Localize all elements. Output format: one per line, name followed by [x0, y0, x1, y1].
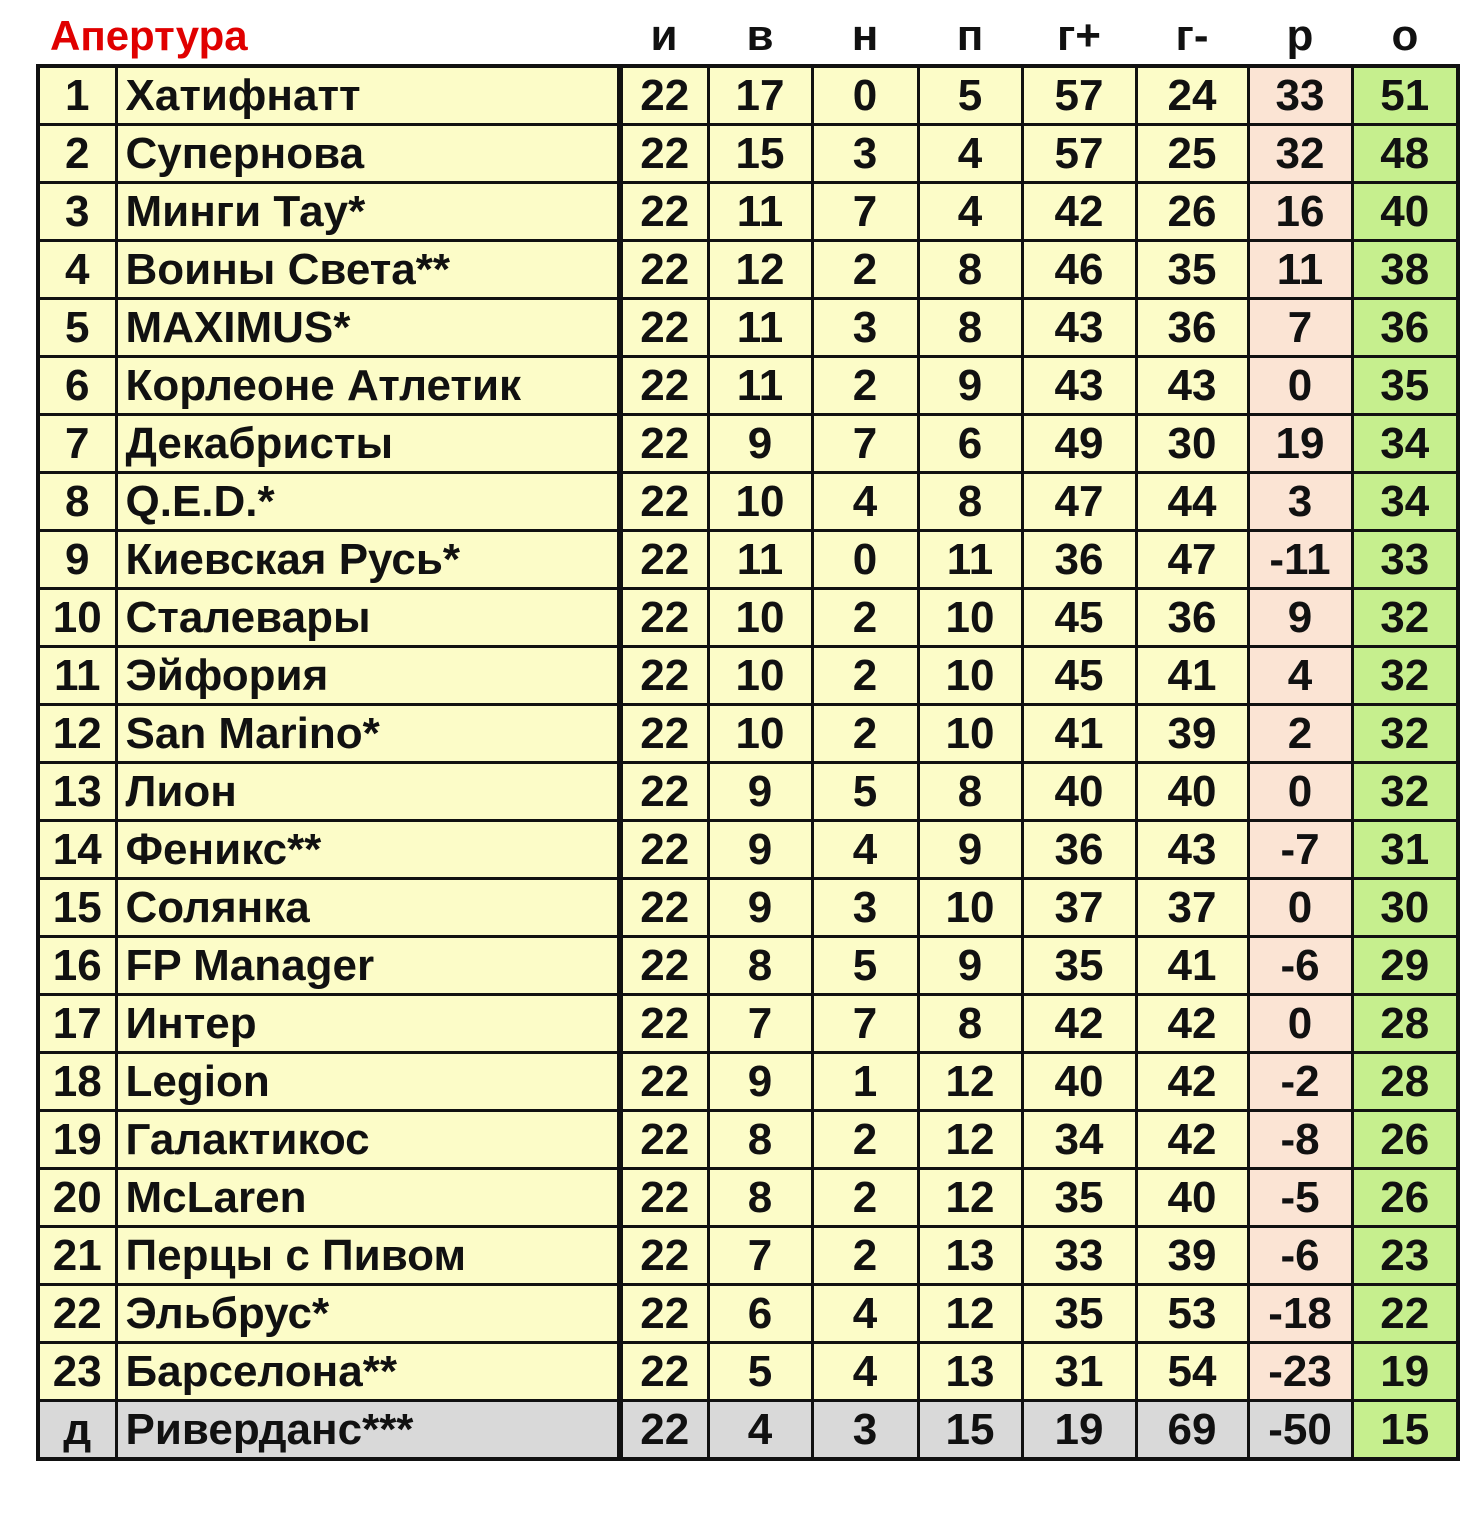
- goal-diff-cell: -50: [1248, 1401, 1352, 1460]
- lost-cell: 13: [918, 1227, 1022, 1285]
- goals-for-cell: 43: [1022, 299, 1136, 357]
- lost-cell: 8: [918, 241, 1022, 299]
- table-row: [38, 763, 1458, 821]
- points-cell: 32: [1352, 705, 1458, 763]
- goal-diff-cell: -11: [1248, 531, 1352, 589]
- won-cell: 11: [708, 357, 812, 415]
- team-name-cell: Хатифнатт: [116, 66, 620, 125]
- goals-for-cell: 57: [1022, 66, 1136, 125]
- drawn-cell: 2: [812, 1111, 918, 1169]
- goals-for-cell: 35: [1022, 1285, 1136, 1343]
- goal-diff-cell: 16: [1248, 183, 1352, 241]
- goals-against-cell: 54: [1136, 1343, 1248, 1401]
- played-cell: 22: [620, 879, 708, 937]
- goal-diff-cell: 0: [1248, 995, 1352, 1053]
- played-cell: 22: [620, 531, 708, 589]
- points-cell: 32: [1352, 763, 1458, 821]
- table-row: [38, 647, 1458, 705]
- played-cell: 22: [620, 183, 708, 241]
- col-header-lost: п: [956, 11, 984, 60]
- table-row: [38, 995, 1458, 1053]
- drawn-cell: 5: [812, 937, 918, 995]
- goals-for-cell: 31: [1022, 1343, 1136, 1401]
- table-row: [38, 1343, 1458, 1401]
- position-cell: 13: [38, 763, 116, 821]
- played-cell: 22: [620, 763, 708, 821]
- position-cell: 15: [38, 879, 116, 937]
- col-header-goal-diff: р: [1286, 11, 1314, 60]
- goals-for-cell: 33: [1022, 1227, 1136, 1285]
- goals-for-cell: 37: [1022, 879, 1136, 937]
- position-cell: 10: [38, 589, 116, 647]
- played-cell: 22: [620, 1169, 708, 1227]
- goals-against-cell: 43: [1136, 821, 1248, 879]
- played-cell: 22: [620, 647, 708, 705]
- won-cell: 8: [708, 1169, 812, 1227]
- team-name-cell: FP Manager: [116, 937, 620, 995]
- goals-against-cell: 24: [1136, 66, 1248, 125]
- table-row: [38, 66, 1458, 125]
- drawn-cell: 2: [812, 647, 918, 705]
- won-cell: 8: [708, 1111, 812, 1169]
- table-row: [38, 531, 1458, 589]
- goals-against-cell: 47: [1136, 531, 1248, 589]
- played-cell: 22: [620, 241, 708, 299]
- won-cell: 17: [708, 66, 812, 125]
- position-cell: д: [38, 1401, 116, 1460]
- team-name-cell: Барселона**: [116, 1343, 620, 1401]
- lost-cell: 12: [918, 1285, 1022, 1343]
- points-cell: 19: [1352, 1343, 1458, 1401]
- table-row: [38, 821, 1458, 879]
- team-name-cell: Воины Света**: [116, 241, 620, 299]
- won-cell: 7: [708, 995, 812, 1053]
- goals-against-cell: 35: [1136, 241, 1248, 299]
- won-cell: 8: [708, 937, 812, 995]
- position-cell: 17: [38, 995, 116, 1053]
- played-cell: 22: [620, 473, 708, 531]
- won-cell: 9: [708, 415, 812, 473]
- goal-diff-cell: -6: [1248, 1227, 1352, 1285]
- table-title: Апертура: [50, 12, 248, 59]
- position-cell: 2: [38, 125, 116, 183]
- goals-for-cell: 41: [1022, 705, 1136, 763]
- lost-cell: 9: [918, 937, 1022, 995]
- goal-diff-cell: -2: [1248, 1053, 1352, 1111]
- points-cell: 26: [1352, 1169, 1458, 1227]
- goals-against-cell: 44: [1136, 473, 1248, 531]
- position-cell: 7: [38, 415, 116, 473]
- lost-cell: 4: [918, 125, 1022, 183]
- played-cell: 22: [620, 937, 708, 995]
- lost-cell: 10: [918, 589, 1022, 647]
- drawn-cell: 4: [812, 1285, 918, 1343]
- team-name-cell: San Marino*: [116, 705, 620, 763]
- lost-cell: 12: [918, 1169, 1022, 1227]
- position-cell: 6: [38, 357, 116, 415]
- table-row: [38, 1111, 1458, 1169]
- won-cell: 10: [708, 473, 812, 531]
- drawn-cell: 2: [812, 357, 918, 415]
- goals-for-cell: 35: [1022, 1169, 1136, 1227]
- team-name-cell: Супернова: [116, 125, 620, 183]
- goal-diff-cell: 0: [1248, 357, 1352, 415]
- goals-against-cell: 30: [1136, 415, 1248, 473]
- goals-against-cell: 40: [1136, 1169, 1248, 1227]
- goals-against-cell: 53: [1136, 1285, 1248, 1343]
- points-cell: 34: [1352, 473, 1458, 531]
- goals-against-cell: 41: [1136, 937, 1248, 995]
- lost-cell: 11: [918, 531, 1022, 589]
- played-cell: 22: [620, 995, 708, 1053]
- goal-diff-cell: 11: [1248, 241, 1352, 299]
- drawn-cell: 3: [812, 879, 918, 937]
- position-cell: 5: [38, 299, 116, 357]
- goal-diff-cell: 33: [1248, 66, 1352, 125]
- table-row: [38, 1285, 1458, 1343]
- table-row: [38, 415, 1458, 473]
- position-cell: 22: [38, 1285, 116, 1343]
- goals-for-cell: 42: [1022, 183, 1136, 241]
- goal-diff-cell: -18: [1248, 1285, 1352, 1343]
- played-cell: 22: [620, 1401, 708, 1460]
- won-cell: 12: [708, 241, 812, 299]
- points-cell: 32: [1352, 647, 1458, 705]
- goals-against-cell: 42: [1136, 995, 1248, 1053]
- team-name-cell: Эйфория: [116, 647, 620, 705]
- played-cell: 22: [620, 415, 708, 473]
- lost-cell: 10: [918, 647, 1022, 705]
- goals-against-cell: 42: [1136, 1111, 1248, 1169]
- won-cell: 9: [708, 763, 812, 821]
- lost-cell: 8: [918, 763, 1022, 821]
- lost-cell: 10: [918, 879, 1022, 937]
- points-cell: 23: [1352, 1227, 1458, 1285]
- points-cell: 34: [1352, 415, 1458, 473]
- table-row: [38, 1227, 1458, 1285]
- played-cell: 22: [620, 1285, 708, 1343]
- drawn-cell: 7: [812, 415, 918, 473]
- drawn-cell: 2: [812, 1169, 918, 1227]
- drawn-cell: 4: [812, 473, 918, 531]
- won-cell: 6: [708, 1285, 812, 1343]
- played-cell: 22: [620, 357, 708, 415]
- drawn-cell: 3: [812, 1401, 918, 1460]
- goal-diff-cell: -23: [1248, 1343, 1352, 1401]
- points-cell: 28: [1352, 1053, 1458, 1111]
- lost-cell: 10: [918, 705, 1022, 763]
- goals-for-cell: 40: [1022, 763, 1136, 821]
- position-cell: 14: [38, 821, 116, 879]
- team-name-cell: Киевская Русь*: [116, 531, 620, 589]
- position-cell: 18: [38, 1053, 116, 1111]
- points-cell: 15: [1352, 1401, 1458, 1460]
- goals-against-cell: 25: [1136, 125, 1248, 183]
- goal-diff-cell: -5: [1248, 1169, 1352, 1227]
- goals-for-cell: 36: [1022, 821, 1136, 879]
- goal-diff-cell: -8: [1248, 1111, 1352, 1169]
- points-cell: 51: [1352, 66, 1458, 125]
- won-cell: 9: [708, 879, 812, 937]
- goal-diff-cell: 9: [1248, 589, 1352, 647]
- goals-for-cell: 42: [1022, 995, 1136, 1053]
- drawn-cell: 5: [812, 763, 918, 821]
- points-cell: 29: [1352, 937, 1458, 995]
- drawn-cell: 2: [812, 589, 918, 647]
- table-row: [38, 125, 1458, 183]
- team-name-cell: Риверданс***: [116, 1401, 620, 1460]
- lost-cell: 8: [918, 473, 1022, 531]
- goal-diff-cell: -6: [1248, 937, 1352, 995]
- goals-for-cell: 40: [1022, 1053, 1136, 1111]
- table-row: [38, 879, 1458, 937]
- drawn-cell: 2: [812, 1227, 918, 1285]
- team-name-cell: Интер: [116, 995, 620, 1053]
- drawn-cell: 7: [812, 183, 918, 241]
- table-row: [38, 1169, 1458, 1227]
- lost-cell: 15: [918, 1401, 1022, 1460]
- drawn-cell: 4: [812, 821, 918, 879]
- drawn-cell: 3: [812, 299, 918, 357]
- goals-for-cell: 45: [1022, 647, 1136, 705]
- points-cell: 28: [1352, 995, 1458, 1053]
- played-cell: 22: [620, 1111, 708, 1169]
- drawn-cell: 1: [812, 1053, 918, 1111]
- played-cell: 22: [620, 705, 708, 763]
- played-cell: 22: [620, 1227, 708, 1285]
- won-cell: 7: [708, 1227, 812, 1285]
- played-cell: 22: [620, 299, 708, 357]
- team-name-cell: Минги Тау*: [116, 183, 620, 241]
- goals-for-cell: 43: [1022, 357, 1136, 415]
- col-header-drawn: н: [851, 11, 879, 60]
- col-header-points: о: [1391, 11, 1419, 60]
- col-header-played: и: [650, 11, 678, 60]
- goals-for-cell: 45: [1022, 589, 1136, 647]
- goal-diff-cell: 2: [1248, 705, 1352, 763]
- team-name-cell: Legion: [116, 1053, 620, 1111]
- goals-for-cell: 46: [1022, 241, 1136, 299]
- lost-cell: 5: [918, 66, 1022, 125]
- table-row: [38, 1053, 1458, 1111]
- won-cell: 5: [708, 1343, 812, 1401]
- won-cell: 11: [708, 299, 812, 357]
- points-cell: 35: [1352, 357, 1458, 415]
- table-row: [38, 357, 1458, 415]
- position-cell: 3: [38, 183, 116, 241]
- team-name-cell: Перцы с Пивом: [116, 1227, 620, 1285]
- drawn-cell: 7: [812, 995, 918, 1053]
- team-name-cell: Сталевары: [116, 589, 620, 647]
- team-name-cell: Q.E.D.*: [116, 473, 620, 531]
- position-cell: 19: [38, 1111, 116, 1169]
- points-cell: 38: [1352, 241, 1458, 299]
- goal-diff-cell: 19: [1248, 415, 1352, 473]
- won-cell: 9: [708, 1053, 812, 1111]
- lost-cell: 9: [918, 357, 1022, 415]
- position-cell: 12: [38, 705, 116, 763]
- goals-for-cell: 49: [1022, 415, 1136, 473]
- goal-diff-cell: 4: [1248, 647, 1352, 705]
- won-cell: 10: [708, 589, 812, 647]
- team-name-cell: MAXIMUS*: [116, 299, 620, 357]
- points-cell: 26: [1352, 1111, 1458, 1169]
- goals-for-cell: 34: [1022, 1111, 1136, 1169]
- position-cell: 11: [38, 647, 116, 705]
- team-name-cell: Эльбрус*: [116, 1285, 620, 1343]
- goals-against-cell: 39: [1136, 1227, 1248, 1285]
- played-cell: 22: [620, 66, 708, 125]
- team-name-cell: Галактикос: [116, 1111, 620, 1169]
- goal-diff-cell: 7: [1248, 299, 1352, 357]
- goals-for-cell: 57: [1022, 125, 1136, 183]
- points-cell: 30: [1352, 879, 1458, 937]
- position-cell: 8: [38, 473, 116, 531]
- points-cell: 40: [1352, 183, 1458, 241]
- lost-cell: 4: [918, 183, 1022, 241]
- goals-against-cell: 39: [1136, 705, 1248, 763]
- points-cell: 22: [1352, 1285, 1458, 1343]
- goals-against-cell: 41: [1136, 647, 1248, 705]
- team-name-cell: Солянка: [116, 879, 620, 937]
- points-cell: 36: [1352, 299, 1458, 357]
- goals-against-cell: 42: [1136, 1053, 1248, 1111]
- drawn-cell: 2: [812, 705, 918, 763]
- goals-for-cell: 35: [1022, 937, 1136, 995]
- won-cell: 4: [708, 1401, 812, 1460]
- table-row: [38, 705, 1458, 763]
- table-row: [38, 589, 1458, 647]
- goals-against-cell: 43: [1136, 357, 1248, 415]
- goals-against-cell: 26: [1136, 183, 1248, 241]
- table-row: [38, 937, 1458, 995]
- won-cell: 9: [708, 821, 812, 879]
- standings-rows: [38, 66, 1458, 1459]
- position-cell: 16: [38, 937, 116, 995]
- goals-against-cell: 37: [1136, 879, 1248, 937]
- col-header-goals-for: г+: [1056, 11, 1102, 60]
- goals-against-cell: 69: [1136, 1401, 1248, 1460]
- position-cell: 23: [38, 1343, 116, 1401]
- team-name-cell: McLaren: [116, 1169, 620, 1227]
- goal-diff-cell: 0: [1248, 879, 1352, 937]
- drawn-cell: 0: [812, 531, 918, 589]
- goals-against-cell: 36: [1136, 299, 1248, 357]
- lost-cell: 9: [918, 821, 1022, 879]
- points-cell: 31: [1352, 821, 1458, 879]
- team-name-cell: Лион: [116, 763, 620, 821]
- goals-against-cell: 40: [1136, 763, 1248, 821]
- lost-cell: 8: [918, 299, 1022, 357]
- goals-for-cell: 47: [1022, 473, 1136, 531]
- lost-cell: 8: [918, 995, 1022, 1053]
- lost-cell: 12: [918, 1111, 1022, 1169]
- table-row: [38, 1401, 1458, 1460]
- won-cell: 15: [708, 125, 812, 183]
- position-cell: 21: [38, 1227, 116, 1285]
- team-name-cell: Декабристы: [116, 415, 620, 473]
- points-cell: 33: [1352, 531, 1458, 589]
- lost-cell: 6: [918, 415, 1022, 473]
- won-cell: 11: [708, 531, 812, 589]
- goal-diff-cell: -7: [1248, 821, 1352, 879]
- table-header: [0, 0, 1460, 64]
- team-name-cell: Корлеоне Атлетик: [116, 357, 620, 415]
- position-cell: 1: [38, 66, 116, 125]
- played-cell: 22: [620, 821, 708, 879]
- goal-diff-cell: 3: [1248, 473, 1352, 531]
- played-cell: 22: [620, 1343, 708, 1401]
- goal-diff-cell: 0: [1248, 763, 1352, 821]
- lost-cell: 13: [918, 1343, 1022, 1401]
- col-header-won: в: [746, 11, 774, 60]
- position-cell: 9: [38, 531, 116, 589]
- drawn-cell: 3: [812, 125, 918, 183]
- position-cell: 4: [38, 241, 116, 299]
- col-header-goals-against: г-: [1175, 11, 1209, 60]
- drawn-cell: 2: [812, 241, 918, 299]
- table-row: [38, 183, 1458, 241]
- points-cell: 32: [1352, 589, 1458, 647]
- points-cell: 48: [1352, 125, 1458, 183]
- drawn-cell: 4: [812, 1343, 918, 1401]
- drawn-cell: 0: [812, 66, 918, 125]
- lost-cell: 12: [918, 1053, 1022, 1111]
- team-name-cell: Феникс**: [116, 821, 620, 879]
- table-row: [38, 473, 1458, 531]
- goals-for-cell: 19: [1022, 1401, 1136, 1460]
- position-cell: 20: [38, 1169, 116, 1227]
- goals-for-cell: 36: [1022, 531, 1136, 589]
- goal-diff-cell: 32: [1248, 125, 1352, 183]
- won-cell: 11: [708, 183, 812, 241]
- won-cell: 10: [708, 705, 812, 763]
- won-cell: 10: [708, 647, 812, 705]
- played-cell: 22: [620, 589, 708, 647]
- played-cell: 22: [620, 125, 708, 183]
- played-cell: 22: [620, 1053, 708, 1111]
- standings-table: [36, 64, 1460, 1461]
- goals-against-cell: 36: [1136, 589, 1248, 647]
- table-row: [38, 241, 1458, 299]
- table-row: [38, 299, 1458, 357]
